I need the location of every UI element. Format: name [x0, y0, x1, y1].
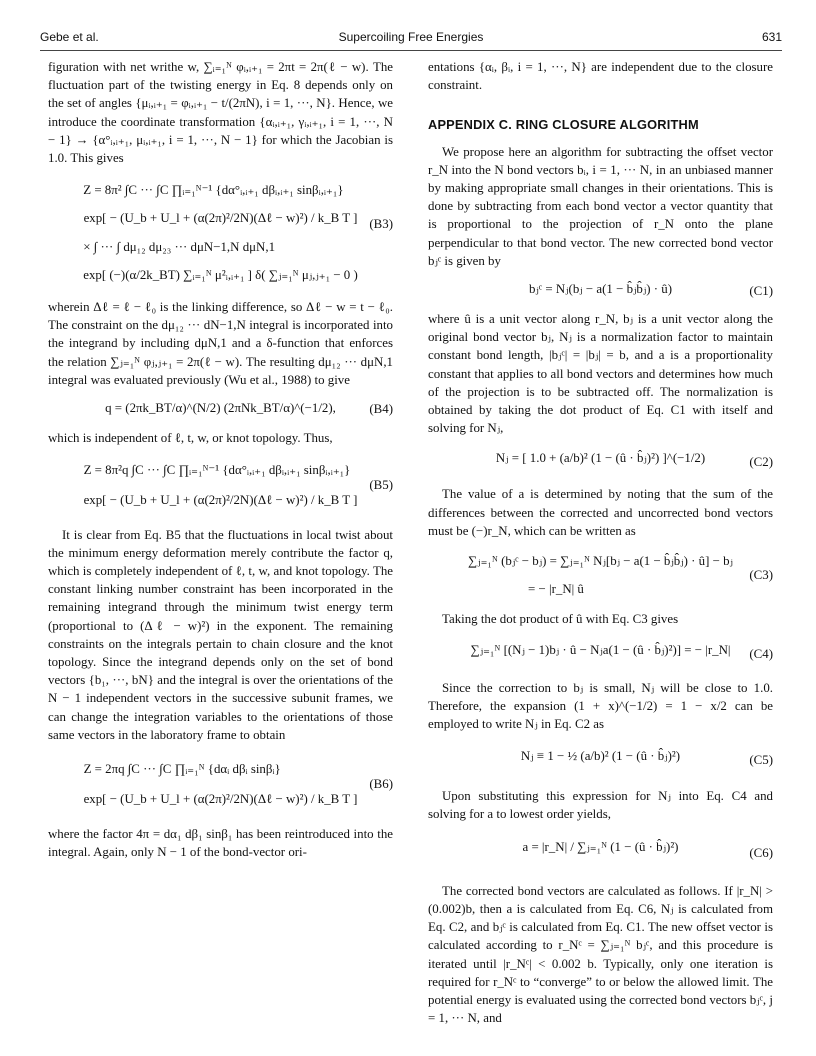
- equation-line: Z = 8π² ∫C ··· ∫C ∏ᵢ₌₁ᴺ⁻¹ {dα°ᵢ,ᵢ₊₁ dβᵢ,ᵢ₊₁ sinβᵢ,ᵢ₊₁}: [83, 183, 344, 198]
- equation-c5: [428, 747, 773, 773]
- right-column: [428, 58, 773, 1027]
- paragraph: which is independent of ℓ, t, w, or knot topology. Thus,: [48, 431, 333, 446]
- equation-number: (C5): [749, 753, 773, 768]
- header-page-number: 631: [761, 30, 782, 44]
- equation-c3: [428, 552, 773, 598]
- equation-line: × ∫ ··· ∫ dμ₁₂ dμ₂₃ ··· dμN−1,N dμN,1: [83, 239, 276, 254]
- equation-number: (B5): [369, 478, 393, 493]
- equation-number: (B3): [369, 217, 393, 232]
- equation-b4: [48, 399, 393, 419]
- paragraph: Taking the dot product of û with Eq. C3 gives: [442, 612, 679, 627]
- equation-body: Nⱼ = [ 1.0 + (a/b)² (1 − (û · b̂ⱼ)²) ]^(−1/2): [495, 451, 706, 466]
- equation-number: (C6): [749, 845, 773, 860]
- paragraph: wherein Δℓ = ℓ − ℓ₀ is the linking difference, so Δℓ − w = t − ℓ₀. The constraint on the dμ₁₂ ··· dN−1,N integral is incorporated into the integrand by including dμN,1 and a δ-function that enforces the relation ∑ⱼ₌₁ᴺ φⱼ,ⱼ₊₁ = 2π(ℓ − w). The resulting dμ₁₂ ··· dμN,1 integral was evaluated previously (Wu et al., 1988) to give: [48, 300, 393, 387]
- paragraph: It is clear from Eq. B5 that the fluctuations in local twist about the minimum energy deformation merely contribute the factor q, which is completely independent of ℓ, t, w, and knot topology. The constant linking number constraint has been incorporated in the remaining integrand through the minimum twist energy term (proportional to (Δℓ − w)²) in the exponent. The remaining constraints on the integrals pertain to chain closure and the knot topology. Since the integrand depends only on the set of bond vectors {b₁, ···, bN} and the integral is over the orientations of the N − 1 independent vectors in the successive subunit frames, we can change the integration variables to the orientations of those same vectors in the laboratory frame to obtain: [48, 527, 393, 742]
- equation-line: Z = 8π²q ∫C ··· ∫C ∏ᵢ₌₁ᴺ⁻¹ {dα°ᵢ,ᵢ₊₁ dβᵢ,ᵢ₊₁ sinβᵢ,ᵢ₊₁}: [83, 463, 351, 478]
- equation-line: exp[ − (U_b + U_l + (α(2π)²/2N)(Δℓ − w)²) / k_B T ]: [83, 211, 358, 226]
- paragraph: The value of a is determined by noting that the sum of the differences between the corrected and uncorrected bond vectors must be (−)r_N, which can be written as: [428, 487, 773, 538]
- equation-c6: [428, 838, 773, 868]
- paragraph: where û is a unit vector along r_N, bⱼ is a unit vector along the original bond vector bⱼ, Nⱼ is a normalization factor to maintain constant bond length, |bⱼᶜ| = |bⱼ| = b, and a is a proportionality constant that applies to all bond vectors and determines how much of the projection is to be subtracted off. The normalization is obtained by taking the dot product of Eq. C1 with itself and solving for Nⱼ,: [428, 312, 773, 436]
- equation-line: = − |r_N| û: [528, 582, 584, 597]
- equation-body: q = (2πk_BT/α)^(N/2) (2πNk_BT/α)^(−1/2),: [105, 401, 336, 416]
- equation-number: (C3): [749, 568, 773, 583]
- equation-c4: [428, 641, 773, 667]
- paragraph: figuration with net writhe w, ∑ᵢ₌₁ᴺ φᵢ,ᵢ₊₁ = 2πt = 2π(ℓ − w). The fluctuation part of the twisting energy in Eq. 8 depends only on the set of angles {μᵢ,ᵢ₊₁ = φᵢ,ᵢ₊₁ − t/(2πN), i = 1, ···, N}. Hence, we introduce the coordinate transformation {αᵢ,ᵢ₊₁, γᵢ,ᵢ₊₁, i = 1, ···, N − 1} → {α°ᵢ,ᵢ₊₁, μᵢ,ᵢ₊₁, i = 1, ···, N − 1} for which the Jacobian is 1.0. This gives: [48, 60, 393, 166]
- equation-line: ∑ⱼ₌₁ᴺ (bⱼᶜ − bⱼ) = ∑ⱼ₌₁ᴺ Nⱼ[bⱼ − a(1 − b̂ⱼb̂ⱼ) · û] − bⱼ: [468, 554, 733, 569]
- equation-b3: [48, 181, 393, 284]
- equation-body: Nⱼ ≡ 1 − ½ (a/b)² (1 − (û · b̂ⱼ)²): [520, 749, 681, 764]
- header-title: Supercoiling Free Energies: [338, 30, 484, 44]
- equation-line: exp[ − (U_b + U_l + (α(2π)²/2N)(Δℓ − w)²) / k_B T ]: [83, 792, 358, 807]
- running-header: [40, 28, 782, 51]
- equation-b5: [48, 461, 393, 509]
- equation-number: (C1): [749, 283, 773, 298]
- paragraph: The corrected bond vectors are calculated as follows. If |r_N| > (0.002)b, then a is calculated from Eq. C6, Nⱼ is calculated from Eq. C2, and bⱼᶜ is calculated from Eq. C1. The new offset vector is calculated according to r_Nᶜ = ∑ⱼ₌₁ᴺ bⱼᶜ, and this procedure is iterated until |r_Nᶜ| < 0.002 b. Typically, only one iteration is required for r_Nᶜ to “converge” to or below the allowed limit. The potential energy is evaluated using the corrected bond vectors bⱼᶜ, j = 1, ··· N, and: [428, 883, 773, 1026]
- paragraph: entations {αᵢ, βᵢ, i = 1, ···, N} are independent due to the closure constraint.: [428, 60, 773, 93]
- paragraph: Since the correction to bⱼ is small, Nⱼ will be close to 1.0. Therefore, the expansion (1 + x)^(−1/2) = 1 − x/2 can be employed to write Nⱼ in Eq. C2 as: [428, 680, 773, 732]
- paragraph: Upon substituting this expression for Nⱼ into Eq. C4 and solving for a to lowest order yields,: [428, 789, 773, 822]
- equation-line: Z = 2πq ∫C ··· ∫C ∏ᵢ₌₁ᴺ {dαᵢ dβᵢ sinβᵢ}: [83, 762, 281, 777]
- equation-number: (B6): [369, 777, 393, 792]
- equation-line: exp[ (−)(α/2k_BT) ∑ᵢ₌₁ᴺ μ²ᵢ,ᵢ₊₁ ] δ( ∑ⱼ₌₁ᴺ μⱼ,ⱼ₊₁ − 0 ): [83, 267, 358, 282]
- section-heading: APPENDIX C. RING CLOSURE ALGORITHM: [428, 117, 699, 133]
- equation-number: (B4): [369, 401, 393, 416]
- equation-body: bⱼᶜ = Nⱼ(bⱼ − a(1 − b̂ⱼb̂ⱼ) · û): [528, 282, 673, 297]
- equation-c2: [428, 449, 773, 475]
- paragraph: where the factor 4π = dα₁ dβ₁ sinβ₁ has been reintroduced into the integral. Again, only N − 1 of the bond-vector ori-: [48, 826, 393, 859]
- equation-c1: [428, 280, 773, 302]
- header-authors: Gebe et al.: [40, 30, 99, 44]
- equation-number: (C2): [749, 455, 773, 470]
- equation-number: (C4): [749, 646, 773, 661]
- equation-b6: [48, 760, 393, 808]
- left-column: [48, 58, 393, 861]
- equation-body: ∑ⱼ₌₁ᴺ [(Nⱼ − 1)bⱼ · û − Nⱼa(1 − (û · b̂ⱼ)²)] = − |r_N|: [470, 642, 731, 657]
- equation-line: exp[ − (U_b + U_l + (α(2π)²/2N)(Δℓ − w)²) / k_B T ]: [83, 493, 358, 508]
- equation-body: a = |r_N| / ∑ⱼ₌₁ᴺ (1 − (û · b̂ⱼ)²): [522, 839, 679, 854]
- paragraph: We propose here an algorithm for subtracting the offset vector r_N into the N bond vectors bᵢ, i = 1, ··· N, in an unbiased manner by making appropriate small changes in their orientations. This is done by subtracting from each bond vector a vector quantity that is proportional to the projection of r_N onto the plane perpendicular to that bond vector. The new corrected bond vector bⱼᶜ is given by: [428, 144, 773, 268]
